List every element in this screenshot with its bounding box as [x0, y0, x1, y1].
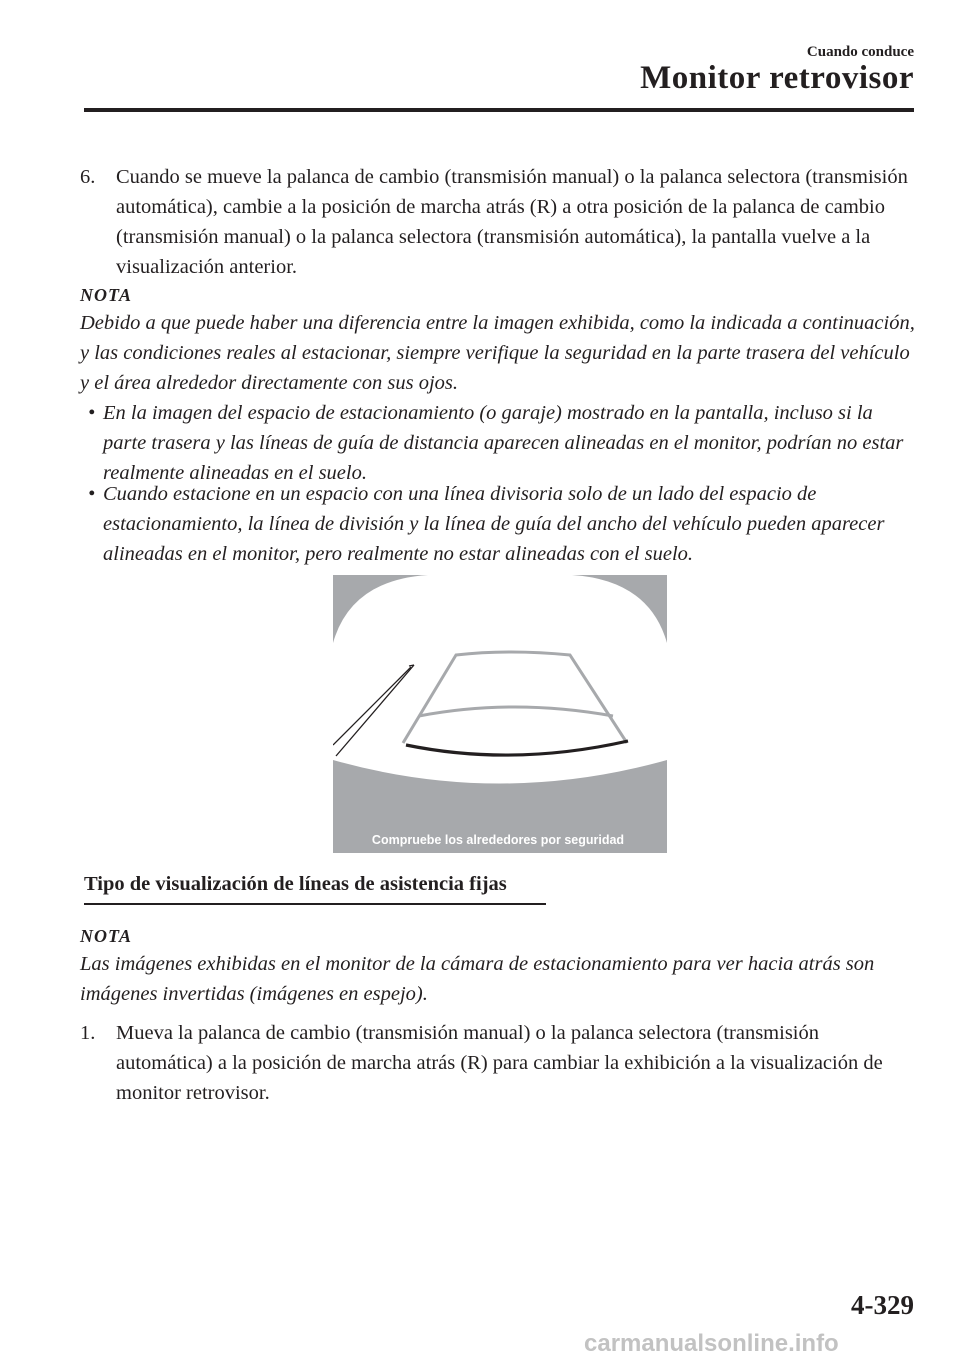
- step-6: [80, 162, 920, 282]
- note-bullet-1: [88, 398, 918, 488]
- note-title-2: NOTA: [80, 926, 133, 946]
- page-number: 4-329: [851, 1290, 914, 1320]
- step-text: Cuando se mueve la palanca de cambio (transmisión manual) o la palanca selectora (transmisión automática), cambie a la posición de marcha atrás (R) a otra posición de la palanca de cambio (transmisión manual) o la palanca selectora (transmisión automática), la pantalla vuelve a la visualización anterior.: [116, 166, 908, 278]
- note-text-2: Las imágenes exhibidas en el monitor de la cámara de estacionamiento para ver hacia atrás son imágenes invertidas (imágenes en espejo).: [80, 953, 875, 1005]
- monitor-caption: Compruebe los alrededores por seguridad: [371, 833, 625, 847]
- step-number: 6.: [80, 166, 96, 188]
- bullet-icon: •: [88, 483, 96, 505]
- header-section-label: Cuando conduce: [806, 44, 914, 60]
- note-bullet-2: [88, 479, 918, 569]
- page-title: Monitor retrovisor: [640, 60, 914, 96]
- step-number: 1.: [80, 1022, 96, 1044]
- note-text: Debido a que puede haber una diferencia entre la imagen exhibida, como la indicada a continuación, y las condiciones reales al estacionar, siempre verifique la seguridad en la parte trasera del vehículo y el área alrededor directamente con sus ojos.: [80, 312, 915, 394]
- step-1: [80, 1018, 920, 1108]
- subheading-underline: [84, 903, 546, 905]
- bullet-icon: •: [88, 402, 96, 424]
- watermark: carmanualsonline.info: [584, 1330, 839, 1357]
- bullet-text: Cuando estacione en un espacio con una línea divisoria solo de un lado del espacio de estacionamiento, la línea de división y la línea de guía del ancho del vehículo pueden aparecer alineadas en el monitor, pero realmente no estar alineadas con el suelo.: [103, 483, 885, 565]
- camera-view: [333, 575, 667, 784]
- note-title: NOTA: [80, 285, 133, 305]
- rearview-monitor-figure: [333, 575, 667, 853]
- header-divider: [84, 108, 914, 112]
- section-subheading: Tipo de visualización de líneas de asistencia fijas: [84, 873, 507, 895]
- step-text: Mueva la palanca de cambio (transmisión manual) o la palanca selectora (transmisión automática) a la posición de marcha atrás (R) para cambiar la exhibición a la visualización de monitor retrovisor.: [116, 1022, 883, 1104]
- bullet-text: En la imagen del espacio de estacionamiento (o garaje) mostrado en la pantalla, incluso si la parte trasera y las líneas de guía de distancia aparecen alineadas en el monitor, podrían no estar realmente alineadas en el suelo.: [103, 402, 904, 484]
- rearview-monitor-illustration: [333, 575, 667, 853]
